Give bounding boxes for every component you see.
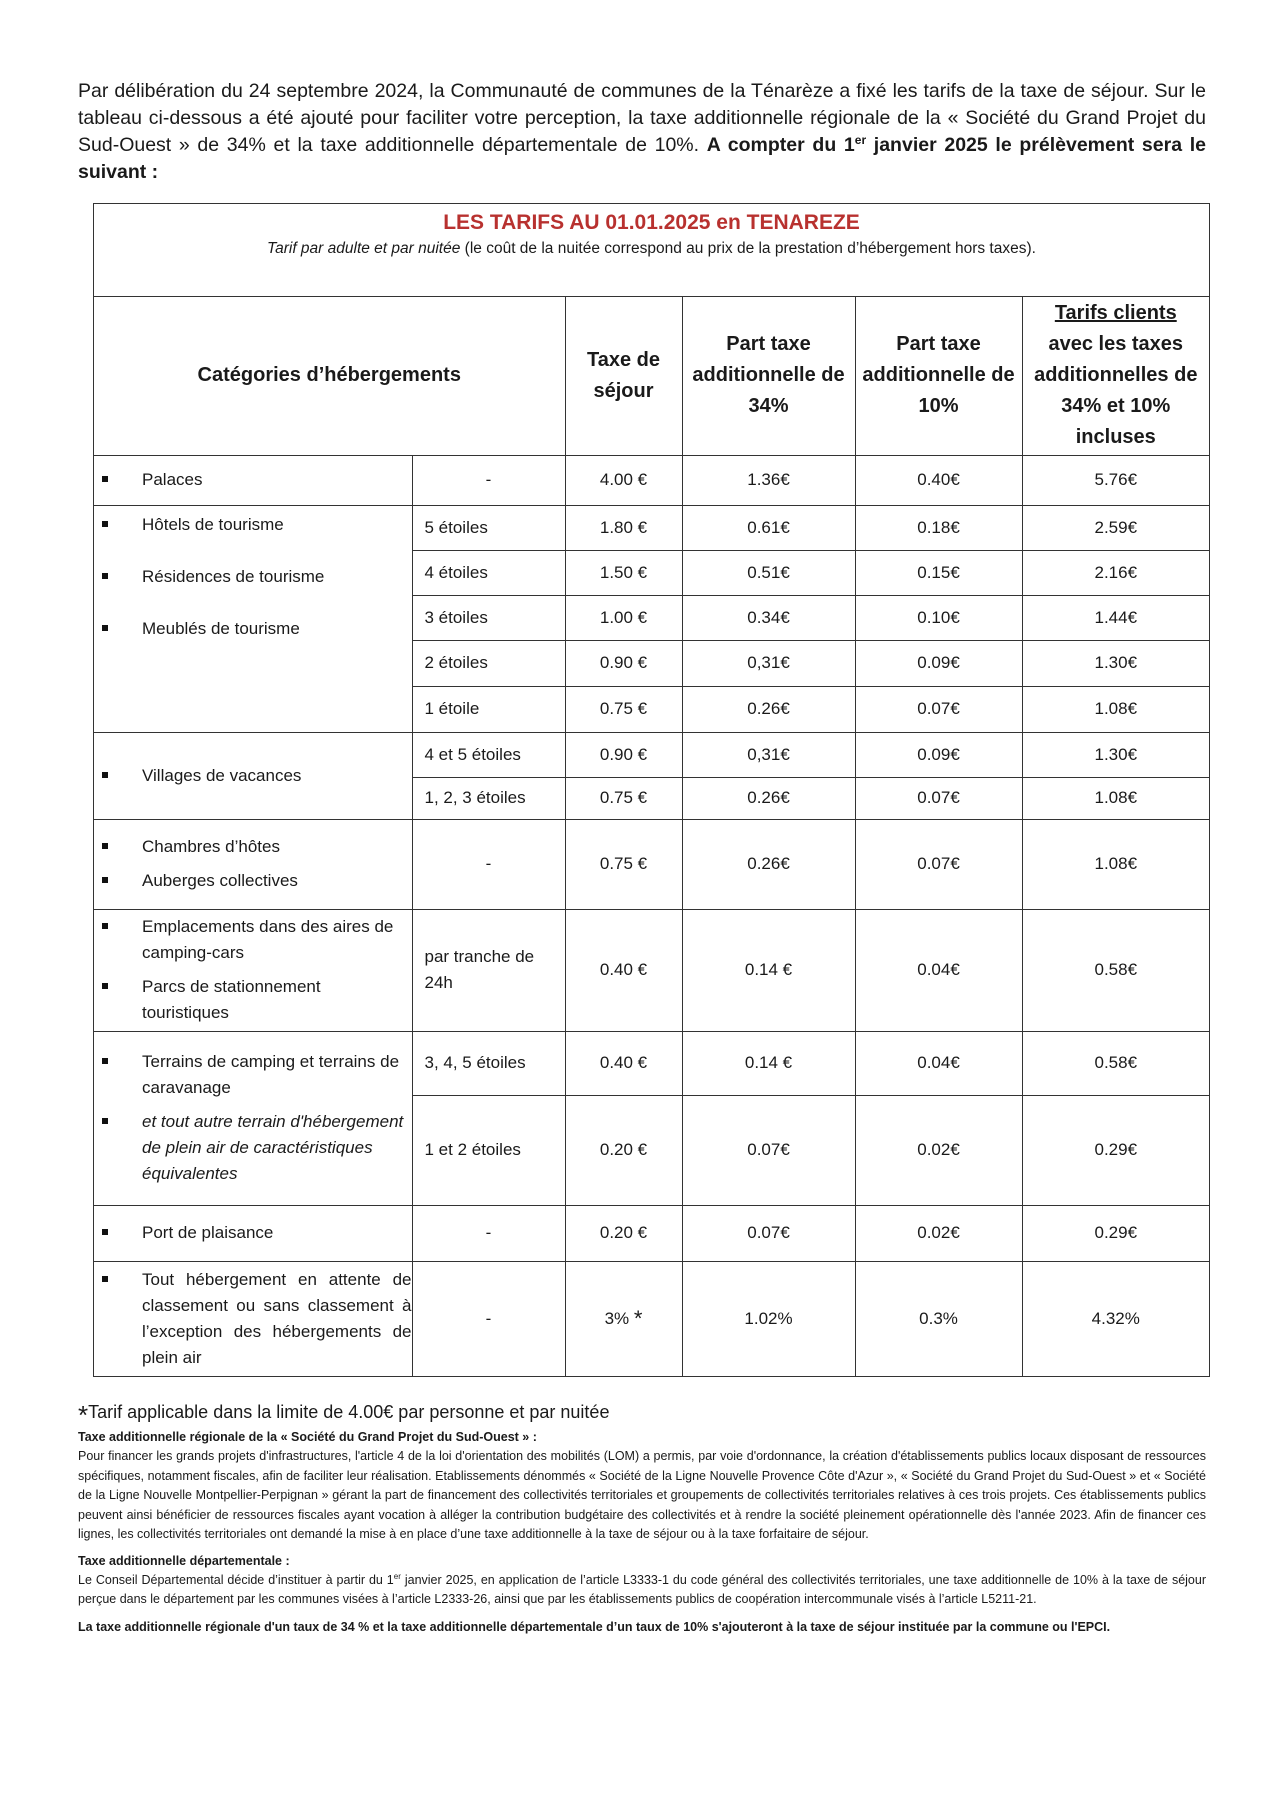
bullet-icon (102, 983, 108, 989)
bullet-icon (102, 1118, 108, 1124)
category-cell (94, 1205, 412, 1261)
part34-cell: 0.26€ (682, 819, 855, 909)
footnote-mark: * (78, 1400, 89, 1430)
category-cell (94, 455, 412, 505)
class-cell: 4 étoiles (412, 550, 565, 595)
table-title: LES TARIFS AU 01.01.2025 en TENAREZE (443, 211, 860, 234)
class-cell: 3 étoiles (412, 595, 565, 640)
part10-cell: 0.09€ (855, 640, 1022, 686)
total-cell: 5.76€ (1022, 455, 1209, 505)
total-cell: 0.58€ (1022, 1031, 1209, 1095)
taxe-cell: 4.00 € (565, 455, 682, 505)
class-cell: - (412, 455, 565, 505)
taxe-cell: 1.80 € (565, 505, 682, 550)
col-header-total-rest: avec les taxes additionnelles de 34% et 10% incluses (1034, 333, 1198, 449)
part10-cell: 0.40€ (855, 455, 1022, 505)
taxe-value: 3% (604, 1308, 630, 1328)
class-cell: 5 étoiles (412, 505, 565, 550)
table-row-villages-45 (94, 732, 1209, 777)
category-cell (94, 909, 412, 1031)
part34-cell: 0,31€ (682, 640, 855, 686)
part34-cell: 1.36€ (682, 455, 855, 505)
dept-text-a: Le Conseil Départemental décide d’instituer à partir du 1 (78, 1572, 394, 1587)
category-label: Meublés de tourisme (142, 618, 300, 638)
intro-bold-end: janvier 2025 le prélèvement sera le suivant : (78, 134, 1206, 183)
part34-cell: 1.02% (682, 1261, 855, 1376)
notes-section (78, 1400, 1206, 1637)
category-label: Chambres d’hôtes (142, 837, 280, 856)
part10-cell: 0.02€ (855, 1205, 1022, 1261)
taxe-cell: 0.40 € (565, 909, 682, 1031)
class-cell: 1 étoile (412, 686, 565, 732)
category-label: Terrains de camping et terrains de caravanage (142, 1052, 400, 1097)
bullet-icon (102, 772, 108, 778)
part34-cell: 0.61€ (682, 505, 855, 550)
part34-cell: 0.51€ (682, 550, 855, 595)
footnote (78, 1400, 1206, 1430)
total-cell: 0.29€ (1022, 1095, 1209, 1205)
total-cell: 1.08€ (1022, 777, 1209, 819)
class-cell: 2 étoiles (412, 640, 565, 686)
part34-cell: 0.07€ (682, 1095, 855, 1205)
part10-cell: 0.07€ (855, 777, 1022, 819)
total-cell: 1.08€ (1022, 686, 1209, 732)
intro-text: Par délibération du 24 septembre 2024, la Communauté de communes de la Ténarèze a fixé les tarifs de la taxe de séjour. Sur le tableau ci-dessous a été ajouté pour faciliter votre perception, la taxe additionnelle régionale de la « Société du Grand Projet du Sud-Ouest » de 34% et la taxe additionnelle départementale de 10%. (78, 80, 1206, 156)
class-cell: 3, 4, 5 étoiles (412, 1031, 565, 1095)
class-cell: - (412, 1261, 565, 1376)
taxe-cell: 0.75 € (565, 819, 682, 909)
class-cell: 4 et 5 étoiles (412, 732, 565, 777)
asterisk-mark: * (633, 1305, 643, 1331)
category-label: Tout hébergement en attente de classement ou sans classement à l’exception des hébergements de plein air (142, 1269, 412, 1367)
total-cell: 1.44€ (1022, 595, 1209, 640)
total-cell: 0.58€ (1022, 909, 1209, 1031)
category-label: Hôtels de tourisme (142, 514, 284, 534)
col-header-category: Catégories d’hébergements (94, 297, 565, 455)
category-label: Parcs de stationnement touristiques (142, 977, 321, 1022)
taxe-cell: 0.20 € (565, 1205, 682, 1261)
class-cell: - (412, 819, 565, 909)
part34-cell: 0.07€ (682, 1205, 855, 1261)
category-cell (94, 819, 412, 909)
col-header-taxe: Taxe de séjour (565, 297, 682, 455)
part10-cell: 0.07€ (855, 819, 1022, 909)
taxe-cell: 0.75 € (565, 686, 682, 732)
category-cell (94, 1031, 412, 1205)
intro-bold-start: A compter du 1 (706, 134, 855, 156)
intro-sup: er (854, 133, 867, 147)
category-cell (94, 1261, 412, 1376)
taxe-cell: 1.00 € (565, 595, 682, 640)
part10-cell: 0.15€ (855, 550, 1022, 595)
header-row (94, 297, 1209, 455)
category-cell (94, 732, 412, 819)
total-cell: 1.30€ (1022, 732, 1209, 777)
dept-text-b: janvier 2025, en application de l’article L3333-1 du code général des collectivités territoriales, une taxe additionnelle de 10% à la taxe de séjour perçue dans le département par les communes visées à l’article L2333-26, ainsi que par les établissements publics de coopération intercommunale visés à l’article L5211-21. (78, 1572, 1207, 1606)
category-cell (94, 505, 412, 732)
taxe-cell: 0.90 € (565, 640, 682, 686)
table-row-camping-345 (94, 1031, 1209, 1095)
part34-cell: 0.26€ (682, 777, 855, 819)
subtitle-rest: (le coût de la nuitée correspond au prix de la prestation d’hébergement hors taxes). (464, 240, 1036, 257)
bullet-icon (102, 923, 108, 929)
dept-text (78, 1571, 1206, 1610)
table-row-palaces (94, 455, 1209, 505)
col-header-part34: Part taxe additionnelle de 34% (682, 297, 855, 455)
final-statement: La taxe additionnelle régionale d'un taux de 34 % et la taxe additionnelle départementale d’un taux de 10% s'ajouteront à la taxe de séjour instituée par la commune ou l'EPCI. (78, 1619, 1111, 1634)
class-cell: 1, 2, 3 étoiles (412, 777, 565, 819)
total-cell: 2.59€ (1022, 505, 1209, 550)
table-header (94, 204, 1209, 297)
category-label: Auberges collectives (142, 871, 298, 890)
part10-cell: 0.18€ (855, 505, 1022, 550)
regional-title: Taxe additionnelle régionale de la « Société du Grand Projet du Sud-Ouest » : (78, 1430, 537, 1444)
class-cell: par tranche de 24h (412, 909, 565, 1031)
table-row-hotels-5 (94, 505, 1209, 550)
intro-paragraph (78, 78, 1206, 186)
part10-cell: 0.10€ (855, 595, 1022, 640)
part34-cell: 0.14 € (682, 1031, 855, 1095)
class-cell: 1 et 2 étoiles (412, 1095, 565, 1205)
table-row-chambres (94, 819, 1209, 909)
category-label: Résidences de tourisme (142, 566, 325, 586)
total-cell: 0.29€ (1022, 1205, 1209, 1261)
total-cell: 1.30€ (1022, 640, 1209, 686)
taxe-cell: 0.75 € (565, 777, 682, 819)
total-cell: 4.32% (1022, 1261, 1209, 1376)
part10-cell: 0.3% (855, 1261, 1022, 1376)
category-label: Villages de vacances (142, 765, 302, 785)
category-label: Palaces (142, 470, 203, 489)
part10-cell: 0.07€ (855, 686, 1022, 732)
class-cell: - (412, 1205, 565, 1261)
part34-cell: 0.34€ (682, 595, 855, 640)
taxe-cell: 0.20 € (565, 1095, 682, 1205)
part34-cell: 0,31€ (682, 732, 855, 777)
taxe-cell: 0.40 € (565, 1031, 682, 1095)
col-header-part10: Part taxe additionnelle de 10% (855, 297, 1022, 455)
total-cell: 2.16€ (1022, 550, 1209, 595)
part10-cell: 0.09€ (855, 732, 1022, 777)
bullet-icon (102, 625, 108, 631)
dept-title: Taxe additionnelle départementale : (78, 1553, 290, 1568)
part10-cell: 0.04€ (855, 1031, 1022, 1095)
tariff-table (94, 297, 1209, 1376)
col-header-total (1022, 297, 1209, 455)
bullet-icon (102, 843, 108, 849)
bullet-icon (102, 1058, 108, 1064)
category-label-italic: et tout autre terrain d'hébergement de plein air de caractéristiques équivalentes (142, 1112, 404, 1183)
part10-cell: 0.04€ (855, 909, 1022, 1031)
tariff-table-frame (93, 203, 1210, 1377)
table-row-campingcars (94, 909, 1209, 1031)
bullet-icon (102, 476, 108, 482)
taxe-cell: 0.90 € (565, 732, 682, 777)
table-subtitle (94, 237, 1209, 261)
part34-cell: 0.26€ (682, 686, 855, 732)
part10-cell: 0.02€ (855, 1095, 1022, 1205)
col-header-total-underlined: Tarifs clients (1054, 302, 1177, 325)
table-row-port (94, 1205, 1209, 1261)
category-label: Emplacements dans des aires de camping-cars (142, 917, 394, 962)
subtitle-italic: Tarif par adulte et par nuitée (267, 240, 461, 257)
bullet-icon (102, 1229, 108, 1235)
table-row-attente (94, 1261, 1209, 1376)
dept-sup: er (393, 1571, 401, 1581)
bullet-icon (102, 877, 108, 883)
regional-text: Pour financer les grands projets d'infrastructures, l'article 4 de la loi d'orientation des mobilités (LOM) a permis, par voie d'ordonnance, la création d'établissements publics locaux disposant de ressources spécifiques, notamment fiscales, afin de faciliter leur réalisation. Etablissements dénommés « Société de la Ligne Nouvelle Provence Côte d'Azur », « Société du Grand Projet du Sud-Ouest » et « Société de la Ligne Nouvelle Montpellier-Perpignan » gérant la part de financement des collectivités territoriales et groupements de collectivités territoriales relatives à ces trois projets. Ces établissements publics peuvent ainsi bénéficier de ressources fiscales ayant vocation à alléger la contribution budgétaire des collectivités et à rendre la société pleinement opérationnelle dès l'année 2023. Afin de financer ces lignes, les collectivités territoriales ont demandé la mise à en place d’une taxe additionnelle à la taxe de séjour ou à la taxe forfaitaire de séjour. (78, 1449, 1206, 1541)
footnote-text: Tarif applicable dans la limite de 4.00€ par personne et par nuitée (88, 1402, 610, 1422)
bullet-icon (102, 1276, 108, 1282)
category-label: Port de plaisance (142, 1223, 274, 1242)
bullet-icon (102, 573, 108, 579)
taxe-cell (565, 1261, 682, 1376)
total-cell: 1.08€ (1022, 819, 1209, 909)
bullet-icon (102, 521, 108, 527)
part34-cell: 0.14 € (682, 909, 855, 1031)
taxe-cell: 1.50 € (565, 550, 682, 595)
